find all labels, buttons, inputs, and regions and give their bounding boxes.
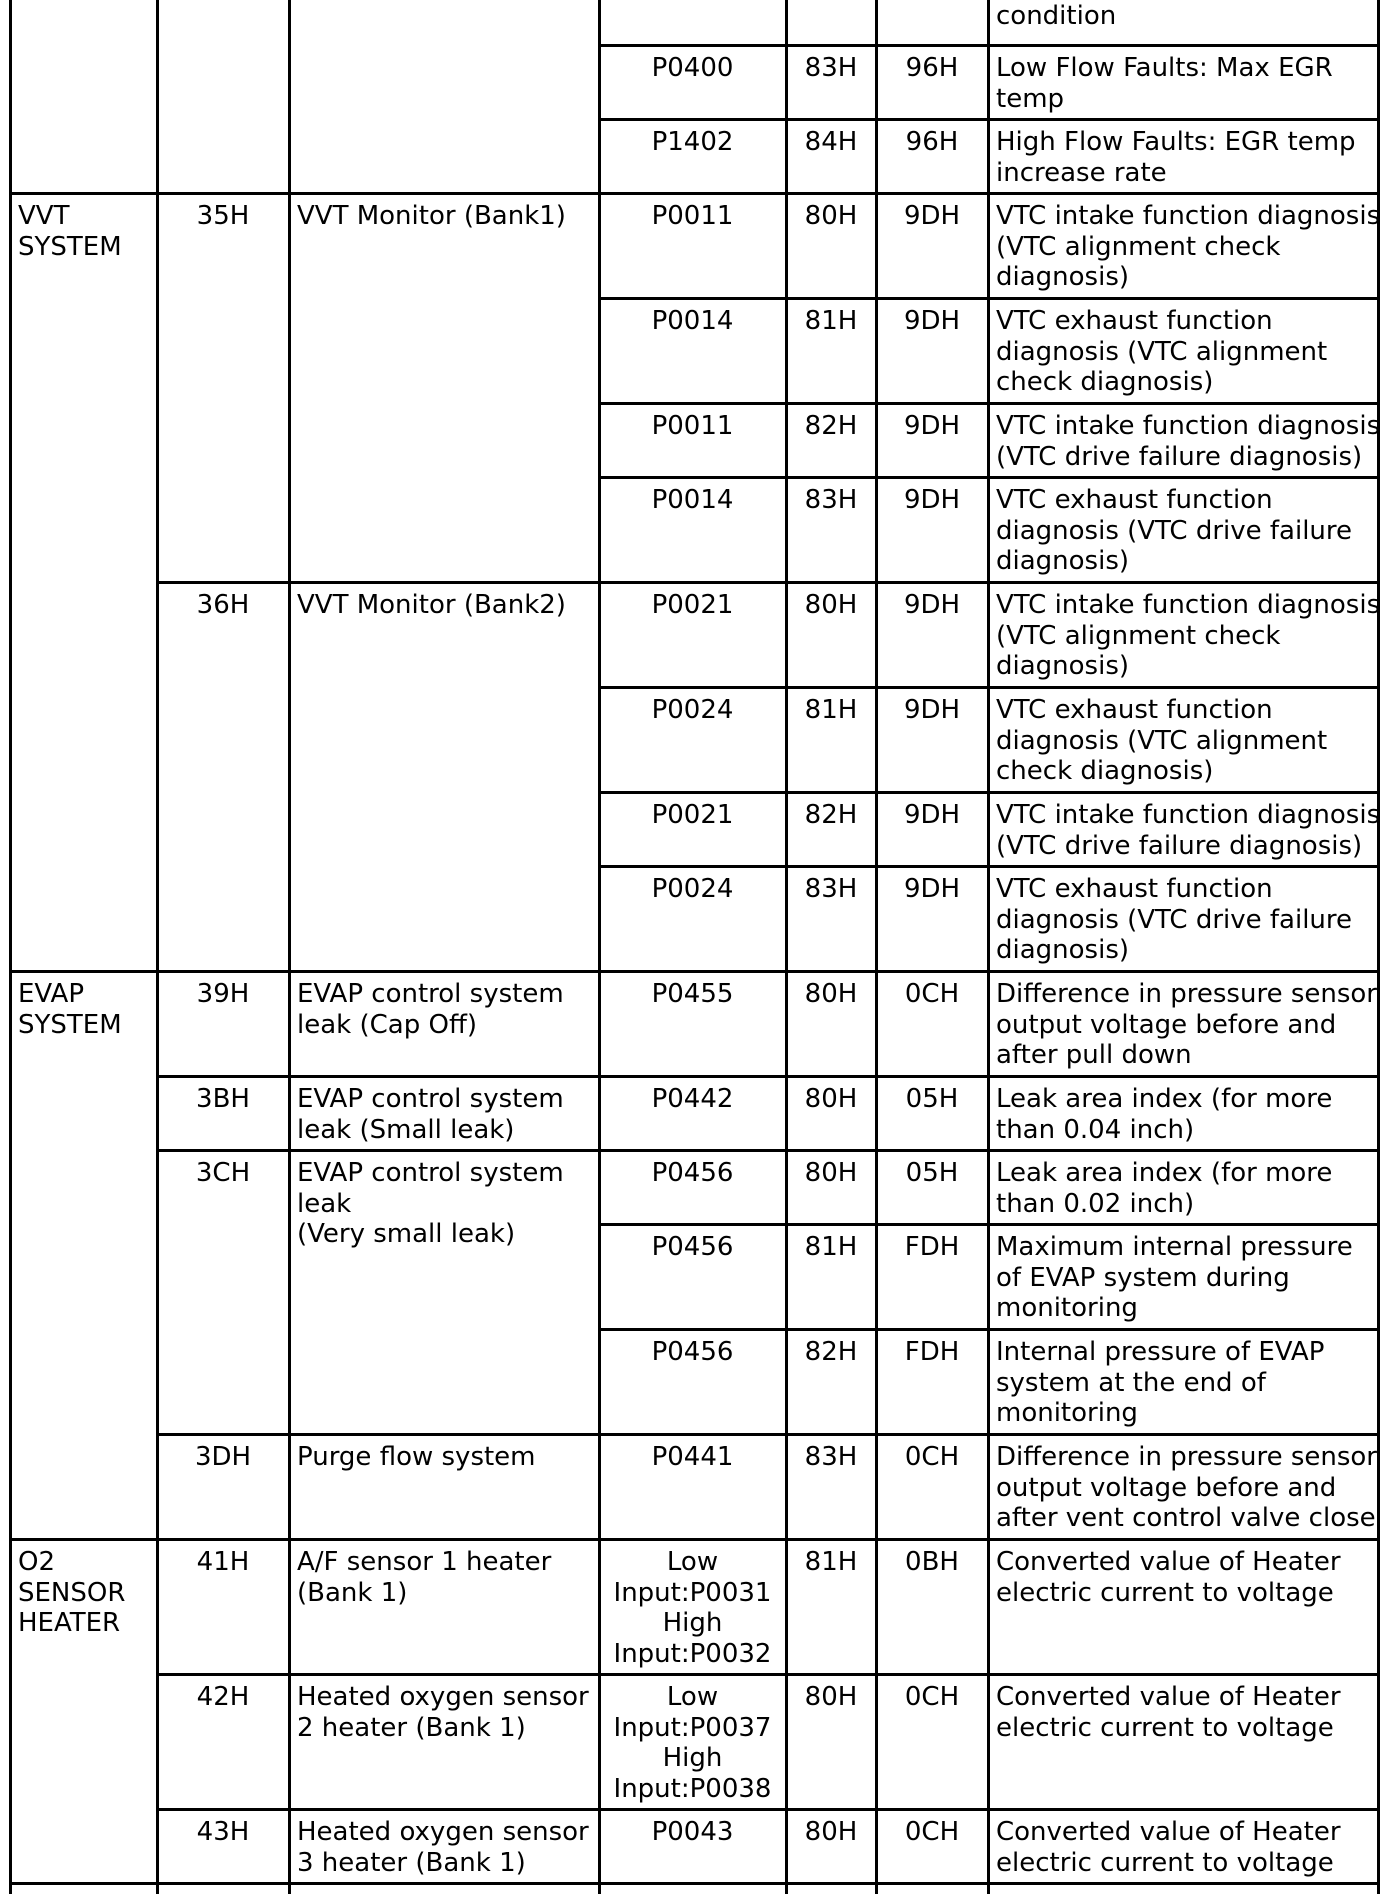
test-id-cell: 81H — [804, 1547, 858, 1577]
dtc-cell: P0456 — [651, 1337, 734, 1367]
row-divider — [10, 1538, 1380, 1541]
system-category: SYSTEM — [18, 231, 122, 262]
monitor-name-cell: EVAP control system — [297, 979, 564, 1009]
description-cell: of EVAP system during — [996, 1262, 1290, 1293]
description-cell: diagnosis (VTC alignment — [996, 725, 1328, 756]
unit-id-cell: 05H — [905, 1084, 959, 1114]
monitor-name-cell: Heated oxygen sensor — [297, 1682, 589, 1712]
row-divider — [10, 970, 1380, 973]
obdmid-cell: 39H — [196, 979, 250, 1009]
description-cell: diagnosis (VTC alignment — [996, 336, 1328, 367]
description-cell: condition — [996, 1, 1117, 31]
monitor-name-cell: leak (Small leak) — [297, 1114, 515, 1145]
unit-id-cell: 9DH — [903, 485, 961, 515]
row-divider — [10, 192, 1380, 195]
description-cell: diagnosis) — [996, 935, 1130, 965]
description-cell: VTC intake function diagnosis — [996, 800, 1381, 830]
test-id-cell: 80H — [804, 979, 858, 1009]
unit-id-cell: 05H — [905, 1158, 959, 1188]
system-category: VVT — [18, 201, 70, 231]
unit-id-cell: 9DH — [903, 411, 961, 441]
test-id-cell: 82H — [804, 411, 858, 441]
obdmid-cell: 3CH — [195, 1158, 251, 1188]
description-cell: VTC intake function diagnosis — [996, 411, 1381, 441]
unit-id-cell: 9DH — [903, 800, 961, 830]
row-divider — [157, 1808, 1380, 1811]
unit-id-cell: 9DH — [903, 306, 961, 336]
dtc-cell: P0441 — [651, 1442, 734, 1472]
description-cell: Low Flow Faults: Max EGR — [996, 53, 1333, 83]
description-cell: VTC intake function diagnosis — [996, 201, 1381, 231]
description-cell: diagnosis) — [996, 546, 1130, 576]
unit-id-cell: 96H — [905, 53, 959, 83]
test-id-cell: 81H — [804, 695, 858, 725]
row-divider — [157, 1149, 1380, 1152]
dtc-cell: P0014 — [651, 306, 734, 336]
unit-id-cell: 9DH — [903, 201, 961, 231]
unit-id-cell: 0BH — [905, 1547, 959, 1577]
monitor-name-cell: leak — [297, 1188, 352, 1219]
unit-id-cell: 9DH — [903, 695, 961, 725]
row-divider — [157, 1075, 1380, 1078]
row-divider — [599, 865, 1380, 868]
row-divider — [599, 791, 1380, 794]
row-divider — [599, 476, 1380, 479]
test-id-cell: 83H — [804, 874, 858, 904]
dtc-cell: P0456 — [651, 1158, 734, 1188]
obdmid-cell: 43H — [196, 1817, 250, 1847]
row-divider — [599, 118, 1380, 121]
dtc-cell: P0021 — [651, 800, 734, 830]
description-cell: diagnosis (VTC drive failure — [996, 904, 1353, 935]
column-divider — [987, 0, 990, 1894]
test-id-cell: 80H — [804, 590, 858, 620]
unit-id-cell: 0CH — [904, 1817, 960, 1847]
description-cell: VTC intake function diagnosis — [996, 590, 1381, 620]
test-id-cell: 83H — [804, 1442, 858, 1472]
dtc-cell: P0043 — [651, 1817, 734, 1847]
dtc-cell: Input:P0037 — [613, 1712, 772, 1743]
description-cell: system at the end of — [996, 1367, 1266, 1398]
unit-id-cell: 0CH — [904, 1442, 960, 1472]
description-cell: than 0.02 inch) — [996, 1188, 1195, 1219]
description-cell: VTC exhaust function — [996, 874, 1273, 904]
dtc-cell: Input:P0038 — [613, 1773, 772, 1804]
monitor-name-cell: VVT Monitor (Bank2) — [297, 590, 566, 620]
dtc-cell: P0400 — [651, 53, 734, 83]
obdmid-cell: 35H — [196, 201, 250, 231]
description-cell: diagnosis (VTC drive failure — [996, 515, 1353, 546]
column-divider — [1377, 0, 1380, 1894]
unit-id-cell: 96H — [905, 127, 959, 157]
dtc-cell: High — [662, 1743, 723, 1773]
monitor-name-cell: Heated oxygen sensor — [297, 1817, 589, 1847]
description-cell: (VTC alignment check — [996, 231, 1281, 262]
test-id-cell: 80H — [804, 1682, 858, 1712]
obdmid-cell: 41H — [196, 1547, 250, 1577]
dtc-cell: Low — [666, 1547, 719, 1577]
test-id-cell: 84H — [804, 127, 858, 157]
description-cell: diagnosis) — [996, 262, 1130, 292]
description-cell: monitoring — [996, 1398, 1138, 1428]
monitor-name-cell: A/F sensor 1 heater — [297, 1547, 552, 1577]
obdmid-cell: 36H — [196, 590, 250, 620]
description-cell: after pull down — [996, 1040, 1192, 1070]
unit-id-cell: FDH — [904, 1337, 960, 1367]
test-id-cell: 81H — [804, 306, 858, 336]
description-cell: Difference in pressure sensor — [996, 1442, 1377, 1472]
description-cell: check diagnosis) — [996, 367, 1214, 397]
dtc-cell: P0442 — [651, 1084, 734, 1114]
description-cell: High Flow Faults: EGR temp — [996, 127, 1356, 157]
row-divider — [599, 402, 1380, 405]
dtc-cell: Low — [666, 1682, 719, 1712]
column-divider — [875, 0, 878, 1894]
dtc-cell: P0021 — [651, 590, 734, 620]
obdmid-cell: 42H — [196, 1682, 250, 1712]
row-divider — [599, 1223, 1380, 1226]
row-divider — [157, 581, 1380, 584]
unit-id-cell: 9DH — [903, 590, 961, 620]
obdmid-cell: 3BH — [196, 1084, 250, 1114]
row-divider — [599, 44, 1380, 47]
row-divider — [599, 686, 1380, 689]
description-cell: output voltage before and — [996, 1009, 1337, 1040]
description-cell: electric current to voltage — [996, 1712, 1334, 1743]
description-cell: monitoring — [996, 1293, 1138, 1323]
description-cell: VTC exhaust function — [996, 485, 1273, 515]
system-category: O2 — [18, 1547, 56, 1577]
description-cell: (VTC drive failure diagnosis) — [996, 441, 1363, 472]
dtc-cell: Input:P0032 — [613, 1638, 772, 1669]
monitor-name-cell: 3 heater (Bank 1) — [297, 1847, 526, 1878]
description-cell: Converted value of Heater — [996, 1682, 1341, 1712]
description-cell: after vent control valve close — [996, 1503, 1376, 1533]
description-cell: diagnosis) — [996, 651, 1130, 681]
dtc-cell: P0024 — [651, 695, 734, 725]
description-cell: Internal pressure of EVAP — [996, 1337, 1325, 1367]
description-cell: electric current to voltage — [996, 1847, 1334, 1878]
test-id-cell: 83H — [804, 53, 858, 83]
column-divider — [288, 0, 291, 1894]
description-cell: check diagnosis) — [996, 756, 1214, 786]
description-cell: Leak area index (for more — [996, 1084, 1333, 1114]
test-id-cell: 82H — [804, 1337, 858, 1367]
description-cell: electric current to voltage — [996, 1577, 1334, 1608]
unit-id-cell: FDH — [904, 1232, 960, 1262]
description-cell: increase rate — [996, 157, 1167, 188]
monitor-name-cell: EVAP control system — [297, 1084, 564, 1114]
row-divider — [599, 297, 1380, 300]
description-cell: than 0.04 inch) — [996, 1114, 1195, 1145]
dtc-cell: High — [662, 1608, 723, 1638]
description-cell: temp — [996, 83, 1065, 114]
monitor-name-cell: VVT Monitor (Bank1) — [297, 201, 566, 231]
test-id-cell: 82H — [804, 800, 858, 830]
dtc-cell: P0456 — [651, 1232, 734, 1262]
monitor-name-cell: 2 heater (Bank 1) — [297, 1712, 526, 1743]
description-cell: output voltage before and — [996, 1472, 1337, 1503]
unit-id-cell: 0CH — [904, 979, 960, 1009]
row-divider — [10, 1882, 1380, 1885]
column-divider — [9, 0, 12, 1894]
system-category: SYSTEM — [18, 1009, 122, 1040]
dtc-cell: Input:P0031 — [613, 1577, 772, 1608]
system-category: SENSOR — [18, 1577, 126, 1608]
row-divider — [599, 1328, 1380, 1331]
unit-id-cell: 0CH — [904, 1682, 960, 1712]
description-cell: (VTC alignment check — [996, 620, 1281, 651]
column-divider — [156, 0, 159, 1894]
monitor-name-cell: Purge flow system — [297, 1442, 536, 1472]
dtc-cell: P0014 — [651, 485, 734, 515]
test-id-cell: 80H — [804, 1158, 858, 1188]
dtc-cell: P0011 — [651, 411, 734, 441]
dtc-cell: P1402 — [651, 127, 734, 157]
obdmid-cell: 3DH — [194, 1442, 252, 1472]
description-cell: VTC exhaust function — [996, 306, 1273, 336]
dtc-cell: P0455 — [651, 979, 734, 1009]
monitor-name-cell: EVAP control system — [297, 1158, 564, 1188]
monitor-name-cell: leak (Cap Off) — [297, 1009, 477, 1040]
system-category: EVAP — [18, 979, 85, 1009]
row-divider — [157, 1433, 1380, 1436]
description-cell: Difference in pressure sensor — [996, 979, 1377, 1009]
test-id-cell: 80H — [804, 1084, 858, 1114]
description-cell: Maximum internal pressure — [996, 1232, 1353, 1262]
row-divider — [157, 1673, 1380, 1676]
description-cell: VTC exhaust function — [996, 695, 1273, 725]
dtc-cell: P0024 — [651, 874, 734, 904]
test-id-cell: 80H — [804, 1817, 858, 1847]
description-cell: Converted value of Heater — [996, 1547, 1341, 1577]
description-cell: Leak area index (for more — [996, 1158, 1333, 1188]
description-cell: Converted value of Heater — [996, 1817, 1341, 1847]
unit-id-cell: 9DH — [903, 874, 961, 904]
monitor-name-cell: (Very small leak) — [297, 1219, 516, 1249]
description-cell: (VTC drive failure diagnosis) — [996, 830, 1363, 861]
dtc-cell: P0011 — [651, 201, 734, 231]
test-id-cell: 83H — [804, 485, 858, 515]
test-id-cell: 80H — [804, 201, 858, 231]
monitor-name-cell: (Bank 1) — [297, 1577, 408, 1608]
test-id-cell: 81H — [804, 1232, 858, 1262]
system-category: HEATER — [18, 1608, 121, 1638]
